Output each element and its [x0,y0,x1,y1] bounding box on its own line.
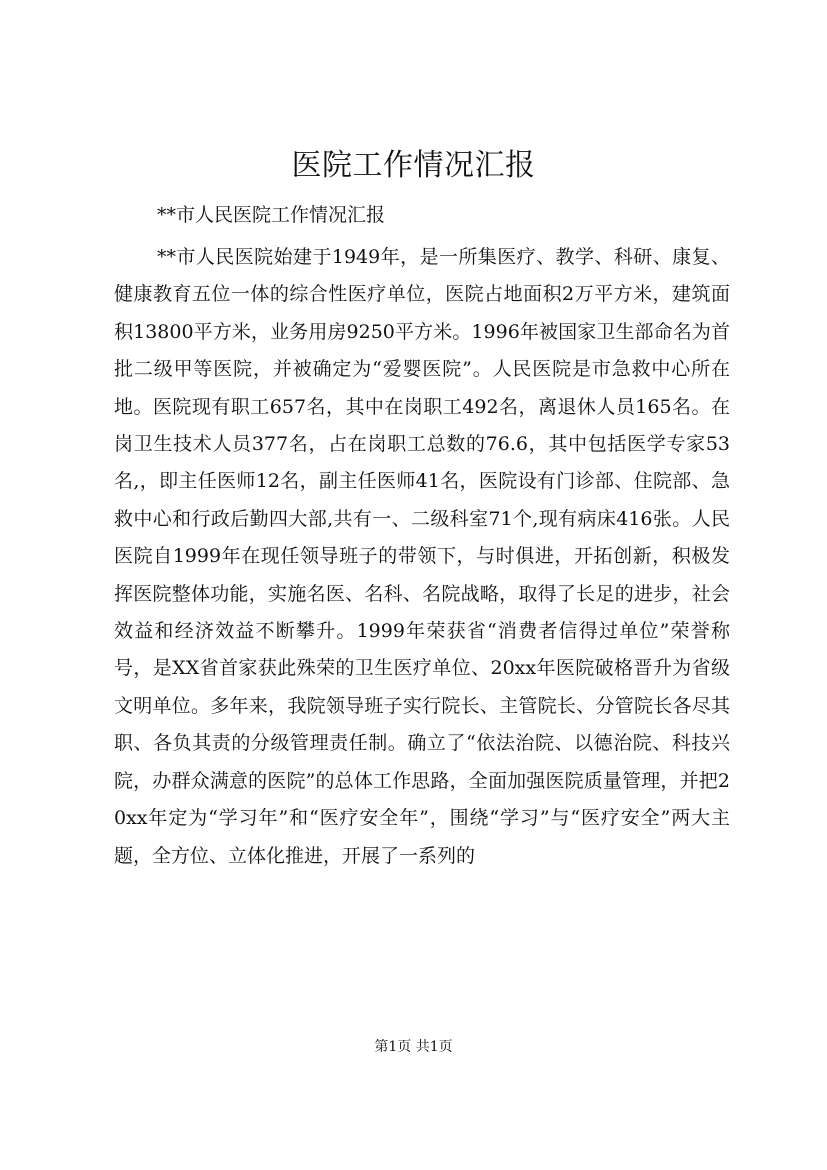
page-footer: 第1页 共1页 [374,1039,453,1055]
document-subtitle: **市人民医院工作情况汇报 [157,204,386,226]
body-paragraph: **市人民医院始建于1949年，是一所集医疗、教学、科研、康复、健康教育五位一体的综合性医疗单位，医院占地面积2万平方米，建筑面积13800平方米，业务用房9250平方米。1996年被国家卫生部命名为首批二级甲等医院，并被确定为“爱婴医院”。人民医院是市急救中心所在地。医院现有职工657名，其中在岗职工492名，离退休人员165名。在岗卫生技术人员377名，占在岗职工总数的76.6，其中包括医学专家53名,，即主任医师12名，副主任医师41名，医院设有门诊部、住院部、急救中心和行政后勤四大部,共有一、二级科室71个,现有病床416张。人民医院自1999年在现任领导班子的带领下，与时俱进，开拓创新，积极发挥医院整体功能，实施名医、名科、名院战略，取得了长足的进步，社会效益和经济效益不断攀升。1999年荣获省“消费者信得过单位”荣誉称号，是XX省首家获此殊荣的卫生医疗单位、20xx年医院破格晋升为省级文明单位。多年来，我院领导班子实行院长、主管院长、分管院长各尽其职、各负其责的分级管理责任制。确立了“依法治院、以德治院、科技兴院，办群众满意的医院”的总体工作思路，全面加强医院质量管理，并把20xx年定为“学习年”和“医疗安全年”，围绕“学习”与“医疗安全”两大主题，全方位、立体化推进，开展了一系列的 [114,246,730,867]
document-title: 医院工作情况汇报 [291,148,536,183]
